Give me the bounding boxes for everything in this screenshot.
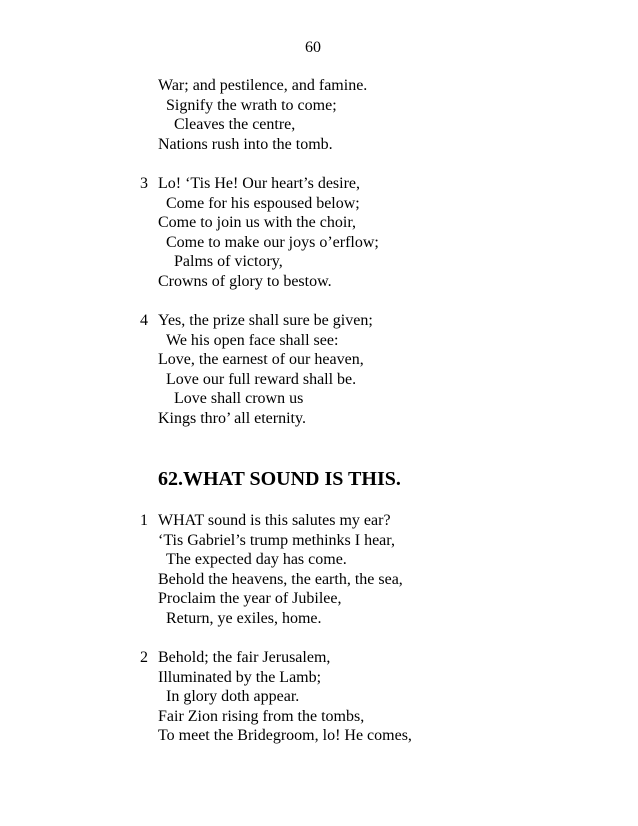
verse-line: Come to join us with the choir, [158,214,357,231]
verse-line: Come for his espoused below; [166,194,360,212]
verse-line: The expected day has come. [166,551,347,568]
verse-line: Love our full reward shall be. [166,370,357,388]
verse-line: Yes, the prize shall sure be given; [158,312,373,329]
verse-line: Fair Zion rising from the tombs, [158,707,365,725]
verse-line: To meet the Bridegroom, lo! He comes, [158,727,412,744]
verse-line: Return, ye exiles, home. [166,609,322,627]
stanza-4 [140,311,620,428]
hymn62-stanza-2 [140,648,620,746]
verse-line: ‘Tis Gabriel’s trump methinks I hear, [158,531,395,549]
verse-line: Proclaim the year of Jubilee, [158,590,342,607]
verse-line: We his open face shall see: [166,331,339,349]
verse-line: WHAT sound is this salutes my ear? [158,512,391,529]
verse-line: Come to make our joys o’erflow; [166,233,379,251]
stanza-number: 1 [140,512,148,529]
verse-line: War; and pestilence, and famine. [158,77,368,94]
stanza-continued [140,76,620,154]
verse-line: Love shall crown us [174,390,304,407]
hymn-title: 62.WHAT SOUND IS THIS. [158,468,401,490]
verse-line: Signify the wrath to come; [166,96,337,114]
verse-line: Illuminated by the Lamb; [158,668,322,686]
verse-line: Kings thro’ all eternity. [158,409,306,427]
verse-line: Lo! ‘Tis He! Our heart’s desire, [158,175,361,192]
verse-line: In glory doth appear. [166,688,300,705]
stanza-number: 2 [140,649,148,666]
stanza-3 [140,174,620,291]
verse-line: Behold; the fair Jerusalem, [158,649,331,666]
verse-line: Cleaves the centre, [174,116,296,133]
verse-line: Palms of victory, [174,253,283,270]
verse-line: Crowns of glory to bestow. [158,272,332,290]
verse-line: Nations rush into the tomb. [158,135,333,153]
stanza-number: 4 [140,312,148,329]
stanza-number: 3 [140,175,148,192]
verse-line: Love, the earnest of our heaven, [158,351,364,368]
hymn62-stanza-1 [140,511,620,628]
page-number: 60 [305,39,321,56]
verse-line: Behold the heavens, the earth, the sea, [158,570,403,588]
